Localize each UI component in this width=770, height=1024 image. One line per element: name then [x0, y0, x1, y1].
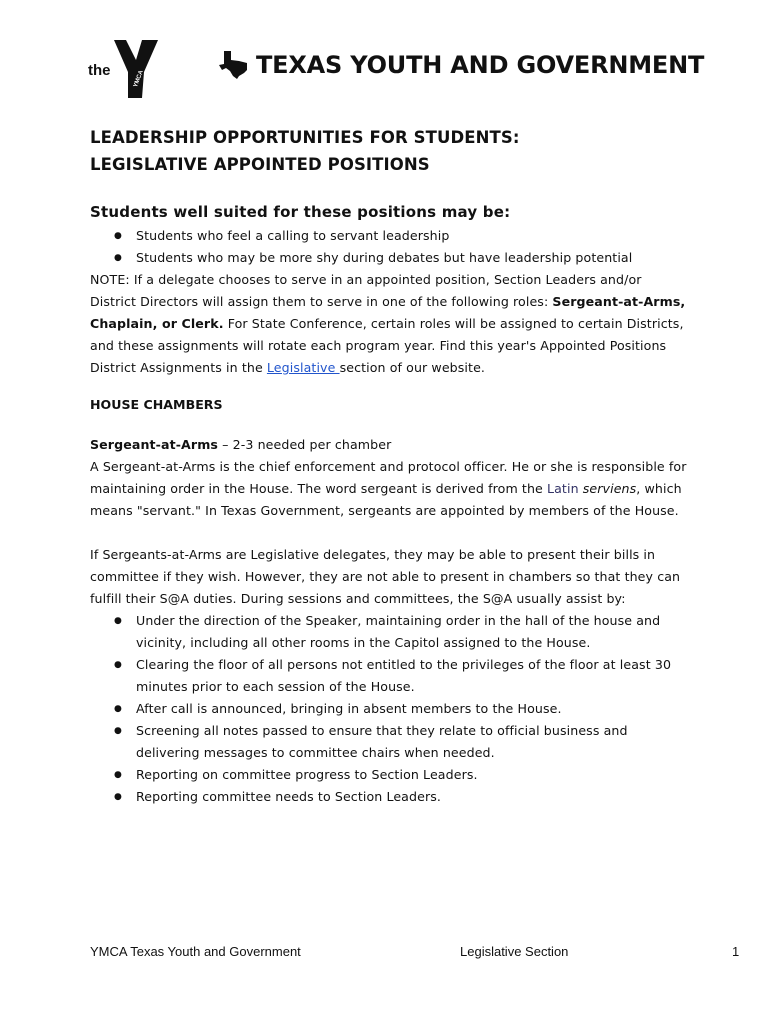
list-item: ● Clearing the floor of all persons not entitled to the privileges of the floor at least 30 minutes prior to each session of the House. [136, 654, 690, 698]
note-text-3: section of our website. [339, 360, 486, 375]
note-text-2: For State Conference, certain roles will be assigned to certain Districts, and these assignments will rotate each program year. Find this year's Appointed Positions District Assignments in the [90, 316, 684, 375]
suited-heading: Students well suited for these positions may be: [90, 203, 511, 221]
footer-section: Legislative Section [460, 944, 569, 959]
house-chambers-heading: HOUSE CHAMBERS [90, 397, 223, 412]
serviens-word: serviens [582, 481, 637, 496]
list-item: ● Students who feel a calling to servant leadership [136, 225, 690, 247]
saa-desc-2: , which means "servant." In Texas Government, sergeants are appointed by members of the House. [90, 481, 682, 518]
list-item: ● Under the direction of the Speaker, maintaining order in the hall of the house and vicinity, including all other rooms in the Capitol assigned to the House. [136, 610, 690, 654]
tyg-logo [218, 50, 704, 80]
saa-heading [90, 434, 690, 456]
latin-word: Latin [547, 481, 579, 496]
ymca-logo [86, 38, 166, 100]
list-item: ● Students who may be more shy during debates but have leadership potential [136, 247, 690, 269]
page-header [0, 30, 770, 100]
list-item: ● After call is announced, bringing in absent members to the House. [136, 698, 690, 720]
list-item: ● Reporting on committee progress to Section Leaders. [136, 764, 690, 786]
texas-state-icon [218, 50, 248, 80]
saa-desc-1: A Sergeant-at-Arms is the chief enforcement and protocol officer. He or she is responsible for maintaining order in the House. The word sergeant is derived from the [90, 459, 687, 496]
note-paragraph [90, 269, 690, 379]
ymca-y-icon [112, 38, 160, 100]
ymca-logo-wordmark: YMCA [132, 69, 145, 89]
page-number: 1 [732, 944, 740, 959]
list-item: ● Reporting committee needs to Section Leaders. [136, 786, 690, 808]
list-item: ● Screening all notes passed to ensure that they relate to official business and delivering messages to committee chairs when needed. [136, 720, 690, 764]
brand-title: TEXAS YOUTH AND GOVERNMENT [256, 51, 705, 79]
document-body [90, 124, 690, 808]
saa-paragraph-2: If Sergeants-at-Arms are Legislative delegates, they may be able to present their bills in committee if they wish. However, they are not able to present in chambers so that they can fulfill their S@A duties. During sessions and committees, the S@A usually assist by: [90, 547, 681, 606]
legislative-link[interactable]: Legislative [266, 360, 340, 375]
saa-count: – 2-3 needed per chamber [218, 437, 392, 452]
note-roles: Sergeant-at-Arms, Chaplain, or Clerk. [90, 294, 686, 331]
page-title-line-2: LEGISLATIVE APPOINTED POSITIONS [90, 155, 430, 174]
note-text-1: NOTE: If a delegate chooses to serve in an appointed position, Section Leaders and/or District Directors will assign them to serve in one of the following roles: [90, 272, 642, 309]
page-title-line-1: LEADERSHIP OPPORTUNITIES FOR STUDENTS: [90, 128, 520, 147]
saa-description [90, 456, 690, 522]
saa-title: Sergeant-at-Arms [90, 437, 219, 452]
saa-duties-list [90, 610, 690, 808]
ymca-logo-the: the [88, 62, 111, 79]
footer-left: YMCA Texas Youth and Government [90, 944, 301, 959]
suited-list [90, 225, 690, 269]
